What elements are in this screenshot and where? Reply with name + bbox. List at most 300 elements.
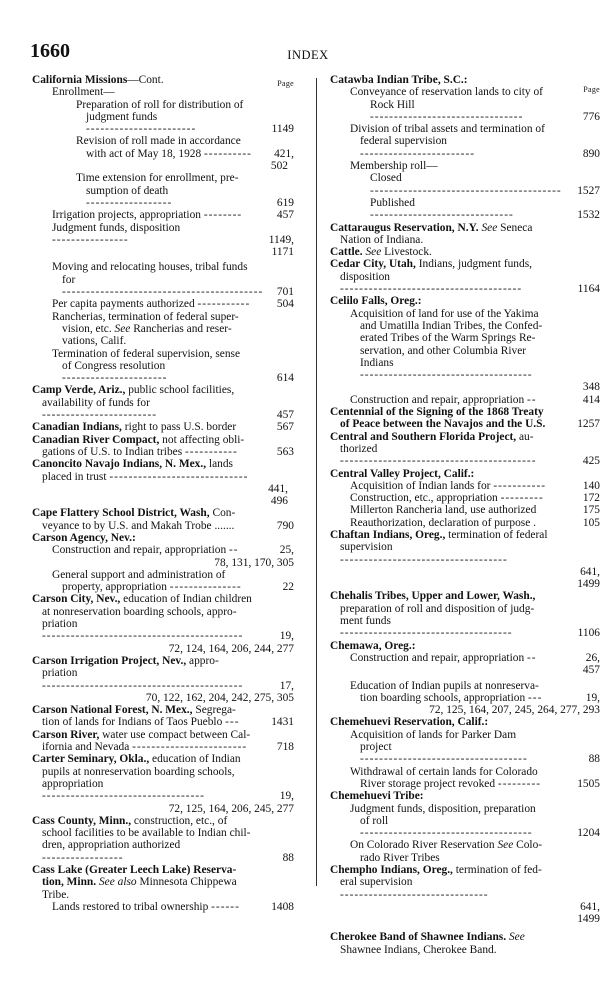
entry-heading: Chemawa, Oreg.: (330, 639, 416, 652)
index-entry (32, 421, 294, 433)
index-entry-cont: priation ------------------------------------------ 17, (42, 667, 294, 692)
page-ref: 790 (276, 519, 294, 532)
entry-text: Segrega- (195, 704, 236, 717)
entry-text: Nation of Indiana. (340, 233, 424, 246)
entry-heading: Cape Flattery School District, Wash, (32, 507, 210, 520)
subentry-text: Construction, etc., appropriation (350, 492, 498, 505)
entry-text: gations of U.S. to Indian tribes (42, 445, 183, 458)
subentry: Construction and repair, appropriation -- 25, (52, 544, 294, 557)
see-reference: See (114, 322, 131, 335)
subentry (330, 308, 600, 320)
page-ref: 563 (276, 445, 294, 458)
entry-text: public school facilities, (128, 384, 235, 397)
entry-text: ment funds (340, 615, 391, 628)
entry-heading: Chaftan Indians, Oreg., (330, 528, 446, 541)
entry-cont: —Cont. (127, 74, 164, 86)
subentry-text: Revision of roll made in accordance (76, 135, 241, 148)
page-ref: 421, (274, 147, 294, 160)
entry-text: lands (208, 458, 233, 471)
page-ref: 78, 131, 170, 305 (214, 556, 294, 569)
entry-heading: California Missions (32, 74, 128, 86)
index-entry (32, 434, 294, 446)
subentry-text: Membership roll— (350, 160, 438, 173)
page-ref: 19, (585, 691, 600, 704)
index-entry-cont: supervision ----------------------------------- (340, 541, 508, 566)
index-entry (32, 384, 294, 396)
index-entry (330, 431, 600, 443)
page-ref: 457 (582, 664, 600, 677)
subentry-text: Acquisition of Indian lands for (350, 479, 491, 492)
subentry-text: Enrollment— (52, 86, 115, 99)
page-ref-continued (330, 901, 600, 913)
page-ref: 457 (276, 409, 294, 422)
index-entry (330, 468, 600, 480)
entry-heading: Cedar City, Utah, (330, 258, 416, 271)
page-ref: 1204 (577, 827, 600, 840)
entry-text: water use compact between Cal- (102, 728, 251, 741)
page-ref-continued (32, 803, 294, 815)
index-entry-cont (330, 603, 600, 615)
subentry (32, 323, 294, 335)
page-ref: 457 (276, 209, 294, 222)
page-ref: 1164 (577, 283, 600, 296)
subentry (32, 86, 294, 98)
page-ref: 348 (582, 381, 600, 394)
subentry: with act of May 18, 1928 ---------- 421, (86, 147, 294, 160)
index-entry-cont: ment funds ------------------------------------ 1106 (340, 615, 600, 640)
index-entry-cont: ifornia and Nevada ------------------------ 718 (42, 741, 294, 754)
entry-text: education of Indian (152, 753, 241, 766)
subentry-text: Termination of federal supervision, sense (52, 347, 241, 360)
page-ref-continued (32, 160, 294, 172)
subentry: of roll ------------------------------------ 1204 (360, 814, 600, 840)
page-ref: 1149 (271, 123, 294, 136)
index-entry (330, 295, 600, 307)
page-ref: 890 (582, 147, 600, 160)
entry-text: Seneca (500, 221, 533, 234)
page-ref: 70, 122, 162, 204, 242, 275, 305 (145, 691, 294, 704)
subentry (330, 680, 600, 692)
index-entry-cont: tion of lands for Indians of Taos Pueblo --- 1431 (42, 716, 294, 729)
subentry-text: vations, Calif. (62, 335, 127, 348)
index-entry-cont: availability of funds for ------------------------ 457 (42, 396, 294, 422)
entry-text: termination of federal (448, 528, 548, 541)
page-ref-continued (32, 557, 294, 569)
entry-heading: Chehalis Tribes, Upper and Lower, Wash., (330, 590, 536, 603)
index-entry-cont (330, 944, 600, 956)
subentry-text: and Umatilla Indian Tribes, the Confed- (360, 319, 543, 332)
subentry: Published ------------------------------ 1532 (370, 196, 600, 222)
subentry: tion boarding schools, appropriation --- 19, (360, 691, 600, 704)
entry-heading: Carter Seminary, Okla., (32, 753, 150, 766)
page-column-label-right: Page (583, 85, 600, 94)
index-entry (32, 704, 294, 716)
index-entry (330, 931, 600, 943)
page-ref: 17, (279, 679, 294, 692)
subentry-text: with act of May 18, 1928 (86, 147, 202, 160)
page-ref: 22 (282, 581, 294, 594)
see-reference: See (481, 221, 498, 234)
subentry (32, 569, 294, 581)
subentry: Construction and repair, appropriation -- 26, (350, 651, 600, 664)
page-ref: 72, 125, 164, 206, 245, 277 (168, 802, 294, 815)
entry-text: appro- (189, 654, 219, 667)
page-ref-continued (330, 566, 600, 578)
index-entry (32, 815, 294, 827)
index-entry-cont: eral supervision ------------------------------- (340, 876, 489, 901)
subentry: Judgment funds, disposition ---------------- 1149, (52, 221, 294, 246)
page-ref-continued (330, 578, 600, 590)
subentry-text: erated Tribes of the Warm Springs Re- (360, 332, 536, 345)
subentry-text: rado River Tribes (360, 851, 440, 864)
see-reference: See (497, 839, 514, 852)
entry-text: tion of lands for Indians of Taos Pueblo (42, 716, 223, 729)
entry-text: placed in trust (42, 470, 107, 483)
subentry-text: Published (370, 196, 415, 209)
index-entry (330, 74, 600, 86)
page-ref: 1171 (271, 246, 294, 259)
page-ref: 88 (588, 753, 600, 766)
subentry-text: Millerton Rancheria land, use authorized (350, 504, 537, 517)
index-entry-cont: thorized ----------------------------------------- 425 (340, 442, 600, 468)
entry-heading: Canoncito Navajo Indians, N. Mex., (32, 458, 207, 471)
subentry-text: Lands restored to tribal ownership (52, 900, 209, 913)
entry-text: construction, etc., of (133, 814, 228, 827)
entry-text: appropriation (42, 777, 104, 790)
subentry-text: Conveyance of reservation lands to city of (350, 86, 543, 99)
entry-text: termination of fed- (455, 864, 542, 876)
page-ref-continued (330, 913, 600, 925)
subentry: Reauthorization, declaration of purpose . 105 (350, 516, 600, 529)
index-entry-cont: appropriation ---------------------------------- 19, (42, 777, 294, 803)
page-ref: 496 (270, 495, 288, 508)
entry-heading: Cattle. (330, 246, 363, 259)
page-ref: 19, (279, 630, 294, 643)
subentry-text: servation, and other Columbia River (360, 344, 527, 357)
subentry (32, 135, 294, 147)
index-entry-cont (32, 876, 294, 888)
entry-text: Indians, judgment funds, (418, 258, 532, 271)
entry-heading: Chemehuevi Tribe: (330, 790, 424, 803)
page-ref: 502 (270, 160, 288, 173)
subentry-text: Acquisition of land for use of the Yakima (350, 307, 539, 320)
index-entry (330, 529, 600, 541)
index-entry-cont: veyance to by U.S. and Makah Trobe ....... 790 (42, 519, 294, 532)
index-entry (330, 246, 600, 258)
page-ref: 140 (582, 479, 600, 492)
subentry: Irrigation projects, appropriation -------- 457 (52, 209, 294, 222)
subentry-text: federal supervision (360, 135, 447, 148)
entry-text: availability of funds for (42, 396, 150, 409)
index-entry-cont (330, 418, 600, 430)
subentry: Indians ------------------------------------ (360, 356, 533, 382)
subentry-text: River storage project revoked (360, 777, 496, 790)
page-ref: 504 (276, 298, 294, 311)
subentry: judgment funds ----------------------- 1149 (86, 110, 294, 136)
index-entry (330, 640, 600, 652)
subentry: Lands restored to tribal ownership ------ 1408 (52, 900, 294, 913)
page-ref: 701 (276, 286, 294, 299)
entry-text: supervision (340, 541, 393, 554)
subentry-text: of Congress resolution (62, 359, 166, 372)
index-entry (330, 590, 600, 602)
subentry (330, 320, 600, 332)
subentry (330, 504, 600, 516)
subentry-text: project (360, 741, 392, 754)
page-ref: 1257 (577, 418, 600, 431)
entry-heading: Chemehuevi Reservation, Calif.: (330, 716, 489, 729)
subentry (32, 311, 294, 323)
page-ref: 1499 (577, 578, 600, 591)
subentry: project ----------------------------------- 88 (360, 741, 600, 766)
page-ref: 1431 (271, 716, 294, 729)
subentry-text: for (62, 273, 76, 286)
index-entry (330, 258, 600, 270)
page-ref-continued (32, 483, 294, 495)
index-entry (330, 864, 600, 876)
page-ref: 718 (276, 741, 294, 754)
subentry-text: Per capita payments authorized (52, 298, 195, 311)
left-column (32, 74, 294, 913)
entry-heading: Carson City, Nev., (32, 593, 121, 606)
entry-text: Livestock. (384, 246, 432, 259)
see-reference: See also (98, 876, 137, 889)
entry-text: veyance to by U.S. and Makah Trobe (42, 519, 212, 532)
subentry: federal supervision ------------------------ 890 (360, 135, 600, 160)
subentry-text: Rock Hill (370, 98, 415, 111)
entry-text: Minnesota Chippewa (139, 876, 237, 889)
page-ref-continued (32, 246, 294, 258)
subentry-text: Construction and repair, appropriation (350, 651, 525, 664)
page-ref-continued (32, 692, 294, 704)
entry-text: Shawnee Indians, Cherokee Band. (340, 943, 497, 956)
page-ref-continued (32, 495, 294, 507)
entry-heading: Cass Lake (Greater Leech Lake) Reserva- (32, 864, 237, 876)
page-ref: 1408 (271, 900, 294, 913)
subentry: Construction, etc., appropriation --------- 172 (350, 492, 600, 505)
subentry-text: judgment funds (86, 110, 158, 123)
entry-text: Tribe. (42, 888, 70, 901)
entry-text: preparation of roll and disposition of judg- (340, 602, 535, 615)
subentry: property, appropriation --------------- 22 (62, 581, 294, 594)
subentry (330, 766, 600, 778)
subentry-text: of roll (360, 814, 389, 827)
page-ref: 1505 (577, 777, 600, 790)
page-ref: 105 (582, 516, 600, 529)
subentry-text: General support and administration of (52, 568, 226, 581)
see-reference: See (365, 246, 382, 259)
entry-heading: Carson River, (32, 728, 100, 741)
page-ref: 567 (276, 421, 294, 434)
subentry-text: Reauthorization, declaration of purpose (350, 516, 531, 529)
subentry-text: Preparation of roll for distribution of (76, 98, 244, 111)
index-entry-cont (32, 766, 294, 778)
entry-text: ifornia and Nevada (42, 741, 130, 754)
entry-heading: Central and Southern Florida Project, (330, 430, 517, 443)
subentry: Acquisition of Indian lands for ----------- 140 (350, 479, 600, 492)
entry-text: school facilities to be available to Indian chil- (42, 827, 251, 840)
entry-heading: Canadian Indians, (32, 421, 122, 434)
entry-text: at nonreservation boarding schools, appro- (42, 605, 237, 618)
subentry-text: On Colorado River Reservation (350, 839, 495, 852)
right-column (330, 74, 600, 956)
subentry (330, 803, 600, 815)
subentry (330, 160, 600, 172)
subentry-text: Construction and repair, appropriation (350, 393, 525, 406)
subentry-text: tion boarding schools, appropriation (360, 691, 526, 704)
subentry (32, 99, 294, 111)
entry-text: pupils at nonreservation boarding schools, (42, 765, 235, 778)
subentry-text: Irrigation projects, appropriation (52, 209, 201, 222)
index-entry-cont: priation ------------------------------------------ 19, (42, 618, 294, 643)
entry-heading: Carson Irrigation Project, Nev., (32, 654, 187, 667)
entry-heading: Cherokee Band of Shawnee Indians. (330, 931, 507, 944)
index-entry (32, 729, 294, 741)
subentry-text: Construction and repair, appropriation (52, 544, 227, 557)
subentry: River storage project revoked --------- 1505 (360, 777, 600, 790)
entry-text: right to pass U.S. border (124, 421, 237, 434)
page-ref: 1527 (577, 184, 600, 197)
page-ref: 614 (276, 372, 294, 385)
subentry-text: Moving and relocating houses, tribal funds (52, 261, 248, 274)
subentry-text: Acquisition of lands for Parker Dam (350, 728, 517, 741)
subentry-text: Indians (360, 356, 394, 369)
index-entry-cont (32, 827, 294, 839)
page-number: 1660 (30, 40, 70, 62)
index-entry (32, 507, 294, 519)
index-entry (32, 655, 294, 667)
entry-heading: Catawba Indian Tribe, S.C.: (330, 74, 468, 86)
subentry-text: Withdrawal of certain lands for Colorado (350, 765, 538, 778)
entry-heading: Cattaraugus Reservation, N.Y. (330, 221, 479, 234)
subentry (330, 345, 600, 357)
entry-text: priation (42, 667, 78, 680)
entry-text: eral supervision (340, 876, 413, 889)
subentry (32, 335, 294, 347)
entry-heading: Chempho Indians, Oreg., (330, 864, 453, 876)
subentry (330, 839, 600, 851)
subentry: for ------------------------------------------ 701 (62, 273, 294, 299)
index-entry-cont (32, 606, 294, 618)
subentry: sumption of death ------------------ 619 (86, 184, 294, 209)
entry-text: thorized (340, 442, 378, 455)
subentry: Rock Hill -------------------------------- 776 (370, 98, 600, 123)
subentry-text: Time extension for enrollment, pre- (76, 172, 239, 185)
entry-heading: Carson National Forest, N. Mex., (32, 704, 193, 717)
subentry-text: Rancherias, termination of federal super- (52, 310, 239, 323)
entry-heading: Camp Verde, Ariz., (32, 384, 126, 397)
subentry-text: Rancherias and reser- (133, 322, 232, 335)
subentry: Construction and repair, appropriation -- 414 (350, 393, 600, 406)
subentry: Closed ---------------------------------------- 1527 (370, 172, 600, 197)
page-ref: 72, 124, 164, 206, 244, 277 (168, 642, 294, 655)
index-entry (32, 458, 294, 470)
page-ref: 1149, (268, 233, 294, 246)
page-ref: 425 (582, 455, 600, 468)
page-ref: 641, (580, 565, 600, 578)
page-ref-continued (32, 643, 294, 655)
index-entry (330, 790, 600, 802)
page-ref-continued (330, 381, 600, 393)
running-title: INDEX (287, 48, 329, 62)
entry-text: au- (519, 430, 534, 443)
index-entry-cont: gations of U.S. to Indian tribes ----------- 563 (42, 445, 294, 458)
page-ref: 1532 (577, 209, 600, 222)
index-entry (330, 406, 600, 418)
index-entry (32, 753, 294, 765)
index-entry (32, 532, 294, 544)
page-ref: 25, (279, 544, 294, 557)
subentry (32, 261, 294, 273)
entry-heading: Cass County, Minn., (32, 814, 132, 827)
subentry-text: Colo- (516, 839, 543, 852)
page-ref: 175 (582, 504, 600, 517)
subentry (330, 86, 600, 98)
page-ref: 414 (582, 393, 600, 406)
page-ref: 1499 (577, 913, 600, 926)
page-column-label-left: Page (277, 79, 294, 88)
index-entry-cont: dren, appropriation authorized ----------------- 88 (42, 839, 294, 864)
subentry (330, 852, 600, 864)
index-entry-cont (330, 234, 600, 246)
subentry-text: property, appropriation (62, 581, 167, 594)
entry-heading: Celilo Falls, Oreg.: (330, 295, 422, 308)
subentry: Per capita payments authorized ----------- 504 (52, 298, 294, 311)
subentry-text: Division of tribal assets and termination of (350, 123, 545, 136)
page-ref: 26, (585, 651, 600, 664)
page-ref: 641, (580, 900, 600, 913)
see-reference: See (508, 931, 525, 944)
entry-heading: Canadian River Compact, (32, 433, 160, 446)
entry-heading: Centennial of the Signing of the 1868 Treaty (330, 406, 544, 419)
entry-text: priation (42, 618, 78, 631)
page-ref: 441, (268, 482, 288, 495)
page-ref-continued (330, 704, 600, 716)
index-entry (32, 593, 294, 605)
entry-text: disposition (340, 270, 391, 283)
page-ref: 19, (279, 790, 294, 803)
entry-heading: Central Valley Project, Calif.: (330, 467, 475, 480)
index-entry-cont: disposition -------------------------------------- 1164 (340, 270, 600, 296)
subentry-text: sumption of death (86, 184, 169, 197)
page-ref: 776 (582, 110, 600, 123)
subentry-text: Judgment funds, disposition (52, 221, 181, 234)
subentry-text: Closed (370, 172, 402, 185)
entry-heading: of Peace between the Navajos and the U.S. (340, 418, 546, 431)
page-ref: 1106 (577, 627, 600, 640)
page-ref: 619 (276, 196, 294, 209)
page-ref: 88 (282, 851, 294, 864)
index-entry (32, 864, 294, 876)
entry-heading: Carson Agency, Nev.: (32, 531, 136, 544)
index-entry-cont (32, 889, 294, 901)
page-ref-continued (330, 664, 600, 676)
subentry-text: vision, etc. (62, 322, 112, 335)
entry-text: not affecting obli- (162, 433, 245, 446)
entry-text: dren, appropriation authorized (42, 839, 181, 852)
page-ref: 72, 125, 164, 207, 245, 264, 277, 293 (429, 704, 600, 717)
page-ref: 172 (582, 492, 600, 505)
index-entry (330, 716, 600, 728)
entry-text: Con- (212, 507, 236, 520)
subentry (330, 729, 600, 741)
subentry (330, 332, 600, 344)
entry-heading: tion, Minn. (42, 876, 97, 889)
subentry: of Congress resolution ---------------------- 614 (62, 359, 294, 385)
index-entry (330, 222, 600, 234)
entry-text: education of Indian children (123, 593, 252, 606)
subentry (32, 172, 294, 184)
